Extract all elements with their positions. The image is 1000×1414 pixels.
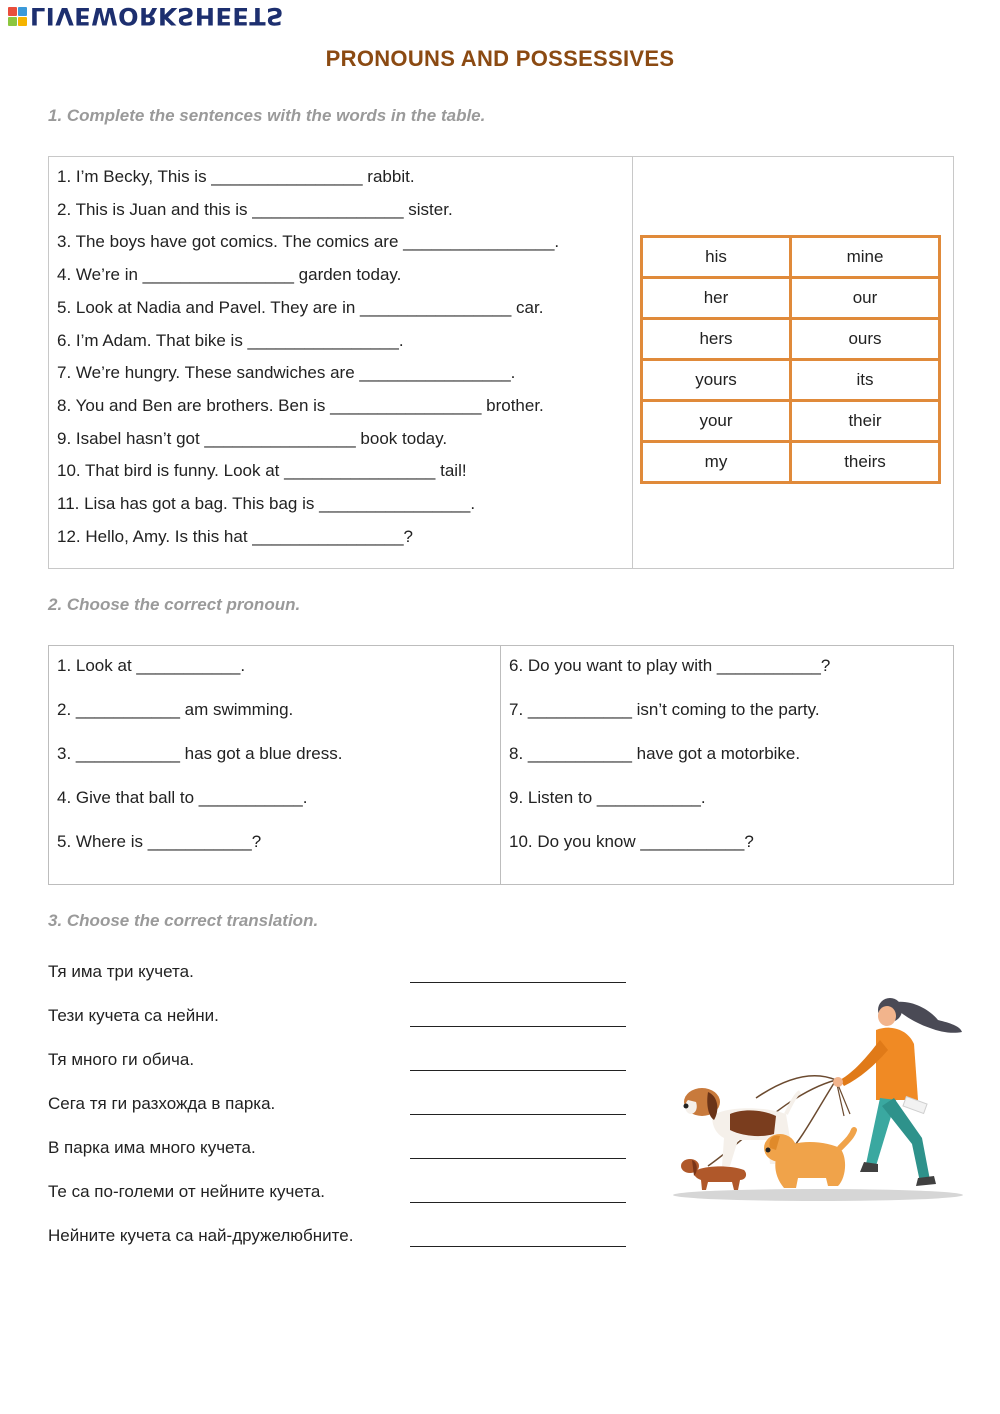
- sentence-line: 4. We’re in ________________ garden today.: [57, 265, 402, 285]
- word-table-row: [642, 442, 940, 483]
- logo-cube: [18, 7, 27, 16]
- sentence-line: 6. Do you want to play with ___________?: [509, 656, 831, 675]
- translation-sentence: В парка има много кучета.: [48, 1138, 256, 1157]
- word-cell: her: [642, 278, 791, 319]
- word-cell: theirs: [791, 442, 940, 483]
- sentence-line: 9. Listen to ___________.: [509, 788, 706, 807]
- answer-blank-line[interactable]: [410, 1114, 626, 1115]
- translation-sentence: Те са по-големи от нейните кучета.: [48, 1182, 326, 1201]
- sentence-line: 2. This is Juan and this is ________________ sister.: [57, 199, 453, 219]
- word-cell: his: [642, 237, 791, 278]
- word-table-row: [642, 237, 940, 278]
- section3-instruction: 3. Choose the correct translation.: [48, 911, 319, 930]
- sentence-line: 3. ___________ has got a blue dress.: [57, 744, 343, 763]
- answer-blank-line[interactable]: [410, 1070, 626, 1071]
- answer-blank-line[interactable]: [410, 1246, 626, 1247]
- logo-cube: [8, 7, 17, 16]
- sentence-line: 5. Look at Nadia and Pavel. They are in ________________ car.: [57, 297, 544, 317]
- logo-text: LIVEWORKSHEETS: [30, 2, 284, 30]
- woman-jacket: [876, 1028, 918, 1100]
- page-title: PRONOUNS AND POSSESSIVES: [325, 46, 675, 71]
- ground-shadow: [673, 1189, 963, 1201]
- sentence-line: 1. I’m Becky, This is ________________ rabbit.: [57, 167, 415, 186]
- sentence-line: 3. The boys have got comics. The comics are ________________.: [57, 232, 560, 252]
- woman-hand: [833, 1077, 843, 1087]
- section2-divider: [500, 646, 501, 884]
- word-table-row: [642, 401, 940, 442]
- dachshund-body: [694, 1166, 746, 1190]
- logo: [8, 4, 284, 28]
- sentence-line: 7. We’re hungry. These sandwiches are ________________.: [57, 363, 516, 383]
- word-cell: my: [642, 442, 791, 483]
- fluffy-dog-nose: [766, 1148, 771, 1153]
- word-cell: ours: [791, 319, 940, 360]
- sentence-line: 12. Hello, Amy. Is this hat ________________?: [57, 526, 413, 546]
- word-cell: yours: [642, 360, 791, 401]
- sentence-line: 11. Lisa has got a bag. This bag is ________________.: [57, 494, 476, 513]
- section1-instruction: 1. Complete the sentences with the words in the table.: [48, 106, 486, 125]
- sentence-line: 10. That bird is funny. Look at ________________ tail!: [57, 461, 467, 481]
- sentence-line: 7. ___________ isn’t coming to the party.: [509, 700, 820, 719]
- translation-sentence: Нейните кучета са най-дружелюбните.: [48, 1226, 354, 1245]
- answer-blank-line[interactable]: [410, 1202, 626, 1203]
- sentence-line: 9. Isabel hasn’t got ________________ book today.: [57, 428, 448, 448]
- word-cell: mine: [791, 237, 940, 278]
- word-cell: their: [791, 401, 940, 442]
- logo-cubes-icon: [8, 7, 27, 26]
- section1-divider: [632, 157, 633, 568]
- sentence-line: 4. Give that ball to ___________.: [57, 788, 308, 807]
- logo-cube: [18, 17, 27, 26]
- woman-face: [878, 1006, 896, 1026]
- word-cell: hers: [642, 319, 791, 360]
- translation-sentence: Сега тя ги разхожда в парка.: [48, 1094, 276, 1113]
- section2-box: [48, 645, 954, 885]
- woman-shoe: [916, 1176, 936, 1186]
- sentence-line: 8. You and Ben are brothers. Ben is ________________ brother.: [57, 395, 544, 415]
- word-cell: your: [642, 401, 791, 442]
- answer-blank-line[interactable]: [410, 982, 626, 983]
- word-table: [640, 235, 941, 484]
- beagle-saddle: [730, 1110, 776, 1136]
- logo-cube: [8, 17, 17, 26]
- word-cell: its: [791, 360, 940, 401]
- beagle-nose: [684, 1104, 689, 1109]
- sentence-line: 2. ___________ am swimming.: [57, 700, 294, 719]
- sentence-line: 10. Do you know ___________?: [509, 832, 754, 851]
- sentence-line: 6. I’m Adam. That bike is ________________.: [57, 330, 404, 350]
- word-table-row: [642, 278, 940, 319]
- woman-hair: [896, 1002, 962, 1033]
- word-table-row: [642, 360, 940, 401]
- sentence-line: 8. ___________ have got a motorbike.: [509, 744, 801, 763]
- word-table-row: [642, 319, 940, 360]
- sentence-line: 1. Look at ___________.: [57, 656, 246, 675]
- section1-box: [48, 156, 954, 569]
- fluffy-dog-tail: [840, 1130, 854, 1148]
- answer-blank-line[interactable]: [410, 1158, 626, 1159]
- sentence-line: 5. Where is ___________?: [57, 832, 262, 851]
- woman-walking-dogs-illustration: [668, 988, 968, 1213]
- answer-blank-line[interactable]: [410, 1026, 626, 1027]
- translation-sentence: Тези кучета са нейни.: [48, 1006, 219, 1025]
- section2-instruction: 2. Choose the correct pronoun.: [48, 595, 301, 614]
- translation-sentence: Тя много ги обича.: [48, 1050, 195, 1069]
- word-cell: our: [791, 278, 940, 319]
- translation-sentence: Тя има три кучета.: [48, 962, 194, 981]
